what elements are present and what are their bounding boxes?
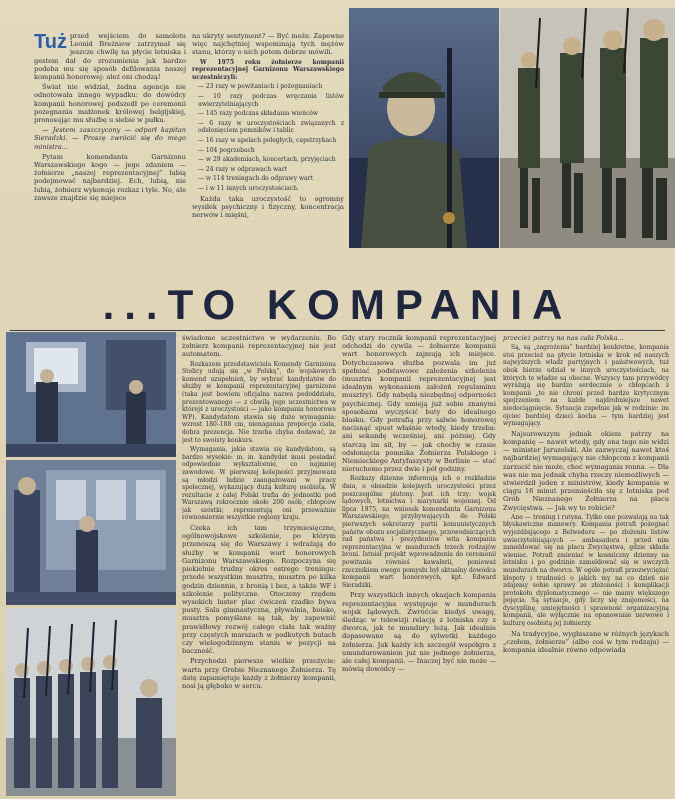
- headline-rule: [10, 330, 665, 331]
- guard-line-image: [6, 608, 176, 796]
- stat-item: — 6 razy w uroczystościach związanych z odsłonięciem pomników i tablic: [198, 119, 344, 135]
- body-paragraph: Wymagania, jakie stawia się kandydatom, są bardzo wysokie: m. in. kandydat musi posiadać odpowiednie wykształcenie, co najmniej zawodowe. W pierwszej kolejności przyjmowani są młodzi ludzie zaangażowani w pracy społecznej, wykazujący dużą kulturę osobistą. W rezultacie z całej Polski trafia do jednostki pod Warszawą rokrocznie około 200 osób, chłopców jak szóstki; reprezentują oni przeważnie równomiernie wszystkie regiony kraju.: [182, 446, 336, 522]
- intro-col2-outro: Każda taka uroczystość to ogromny wysiłek psychiczny i fizyczny, koncentracja nerwów i mięśni,: [192, 194, 344, 219]
- body-paragraph: Najsurowszym jednak okiem patrzy na kompanię — nawet wtedy, gdy ona tego nie widzi — minister Jaruzelski. Ale zazwyczaj nawet ktoś najbardziej wymagający nie chłopcom z kompanii zarzucić nie może, choć wymagania ronna. — Dla was nie ma jednak chyba rzeczy niemożliwych — stwierdził jeden z ministrów, kiedy kompania w ciągu 16 minut przemieściła się z lotniska pod Grób Nieznanego Żołnierza na placu Zwycięstwa. — Jak wy to robicie?: [503, 429, 669, 512]
- stat-item: — 24 razy w odprawach wart: [198, 165, 287, 173]
- stat-item: — 104 pogrzebach: [198, 146, 255, 154]
- photo-museum-visit: [6, 332, 176, 457]
- photo-training-hall: [6, 460, 176, 605]
- intro-col2-lead: na ukryty sentyment? — Być może. Zapewne więc najchętniej wspominają tych mężów stanu, którzy o nich potem dobrze mówili.: [192, 32, 344, 57]
- stats-intro: W 1975 roku żołnierze kompanii reprezentacyjnej Garnizonu Warszawskiego uczestniczyli:: [192, 58, 344, 81]
- intro-column-1: [34, 32, 186, 278]
- stat-item: — 145 razy podczas składania wieńców: [198, 110, 319, 118]
- body-paragraph: świadome uczestnictwo w wydarzeniu. Bo żołnierz kompanii reprezentacyjnej nie jest automatem.: [182, 334, 336, 359]
- article-headline: ...TO KOMPANIA: [102, 281, 573, 328]
- photo-marching-guard: [500, 8, 675, 248]
- stat-item: — 10 razy podczas wręczania listów uwierzytelniających: [198, 92, 344, 108]
- drop-cap: Tuż: [34, 32, 67, 53]
- stat-item: — 16 razy w apelach poległych, capstrzykach: [198, 136, 337, 144]
- body-paragraph: Przychodzi pierwsze wielkie przeżycie: warta przy Grobie Nieznanego Żołnierza. Tę datę zapamiętuje każdy z żołnierzy kompanii, nosi ją głęboko w sercu.: [182, 657, 336, 690]
- photo-guard-line: [6, 608, 176, 796]
- photo-soldier-portrait: [349, 8, 499, 248]
- intro-paragraph-4: Pytam komendanta Garnizonu Warszawskiego kogo — jego zdaniem — żołnierze „naszej reprezentacyjnej” lubią podejmować najbardziej. Ech, lubią, nie lubią, żołnierz wykonuje rozkaz i tyle. No, ale zawsze znajdzie się miejsce: [34, 152, 186, 202]
- museum-visit-image: [6, 332, 176, 457]
- stat-item: — 23 razy w powitaniach i pożegnaniach: [198, 83, 323, 91]
- body-paragraph: Rozkazy dzienne informują ich o rozkładzie dnia, o obsadzie kolejnych uroczystości przez poszczególne plutony. Jest ich trzy: wojsk lądowych, lotnictwa i marynarki wojennej. Od lipca 1975, na wniosek komendanta Garnizonu Warszawskiego, przybywających do Polski pierwszych sekretarzy partii komunistycznych państw obozu socjalistycznego, przewodniczących rad państwa i prezydentów wita kompania reprezentacyjna w mundurach trzech rodzajów broni. Istniał projekt wprowadzenia do ceremonii powitania równieś kawalerii, ponieważ rzecznikiem owego pomysłu był aktualny dowódca kompanii wart honorowych, kpt. Edward Sieradzki.: [342, 475, 496, 589]
- marching-guard-image: [500, 8, 675, 248]
- intro-paragraph-2: Świat nie widział, żadna agencja nie odnotowała innego wypadku: do dowódcy kompanii honorowej podszedł po ceremonii pożegnania małżonek królowej belgijskiej, pronosując mu służbę u siebie w pułku.: [34, 83, 186, 125]
- intro-column-2: [192, 32, 344, 278]
- intro-paragraph-1: przed wejściem do samolotu Leonid Breżniew zatrzymał się jeszcze chwilę na płycie lotniska i gestem dał do zrozumienia jak bardzo podoba mu się sposób defilowania naszej kompanii honorowej: ależ oni chodzą!: [34, 32, 186, 82]
- body-paragraph: Czeka ich tam trzymiesięczne, ogólnowojskowe szkolenie, po którym przenoszą się do Warszawy i wdrażają do służby w kompanii wart honorowych Garnizonu Warszawskiego. Rozpoczyna się piekielnie trudny okres ostrego treningu: przede wszystkim musztra, musztra po kilka godzin dziennie, z bronią i bez, a także WF i szkolenie polityczne. Otoczony rzędem wysokich luster plac ćwiczeń rzadko bywa pusty. Sala gimnastyczna, pływalnia, boisko, musztra pomyślane są tak, by zapewnić prawidłowy rozwój całego ciała tak ważny przy częstych marszach w podkutych butach czy wielogodzinnym staniu w pozycji na baczność.: [182, 524, 336, 656]
- training-hall-image: [6, 460, 176, 605]
- intro-paragraph-3: — Jestem zaszczycony — odparł kapitan Sieradzki. — Proszę zwrócić się do mego ministra...: [34, 126, 186, 151]
- body-paragraph: przecież patrzy na nas cała Polska...: [503, 334, 624, 342]
- body-column-2: [342, 334, 496, 796]
- stats-list: [192, 83, 344, 192]
- body-column-3: [503, 334, 669, 796]
- body-paragraph: Są, są „zagrożenia” bardziej konkretne, kompania stoi przecież na płycie lotniska w krok od naszych najwyższych władz partyjnych i państwowych, tuż obok bierze udział w innych uroczystościach, na których te władze są obecne. Wszyscy tam przywódcy wyrażają się bardzo serdecznie o chłopcach z kompanii „to nie chroni przed bardzo krytycznym spojrzeniem na każde najdrobniejsze nawet niedociągnięcie. Sytuacja zupełnie jak w rodzinie: im ojciec bardziej dzieci kocha — tym bardziej jest wymagający.: [503, 344, 669, 428]
- body-paragraph: Gdy stary rocznik kompanii reprezentacyjnej odchodzi do cywila — żołnierze kompanii wart honorowych zajmują ich miejsce. Dotychczasowa służba pozwala im już spełniać podstawowe założenia szkolenia (musztra kompanii reprezentacyjnej jest idealnym wykonaniem założeń regulaminu musztry). Gdy nabędą niezbędnej odporności psychicznej. Gdy umieją już sobie znanymi sposobami wyczyścić buty do idealnego blasku. Gdy potrafią przy salwie honorowej nacisnąć spust właśnie wtedy, kiedy trzeba: ani sekundę wcześniej, ani później. Gdy starczą im sił, by — jak choćby w czasie odsłonięcia pomnika Żołnierza Polskiego i Niemieckiego Antyfaszysty w Berlinie — stać nieruchomo przez dwie i pół godziny.: [342, 334, 496, 474]
- stat-item: — w 29 akademiach, koncertach, przyjęciach: [198, 156, 336, 164]
- body-paragraph: Rozkazem przedstawiciela Komendy Garnizonu Stolicy udają się „w Polskę”, do wojskowych komend uzupełnień, by wybrać kandydatów do służby w kompanii reprezentacyjnej garnizonu (taka jest bowiem oficjalna nazwa pododdziału, prezentowanego — z chwilą jego uczestnictwa w którejś z uroczystości — jako kompania honorowa WP). Kandydatom stawia się duże wymagania: wzrost 180–188 cm, nienaganna proporcja ciała, dobra prezencja. Nie trzeba chyba dodawać, że jest to swoisty konkurs.: [182, 360, 336, 444]
- body-paragraph: Przy wszystkich innych okazjach kompania reprezentacyjna występuje w mundurach wojsk lądowych. Zwróćcie kiedyś uwagę, śledząc w telewizji relację z lotniska czy z dworca, jak te mundury leżą. Jak idealnie dopasowane są do sylwetki każdego żołnierza. Jak każdy ich szczegół współgra z umundurowaniem już nie jednego żołnierza, ale całej kompanii. — Inaczej być nie może — mówią dowódcy —: [342, 591, 496, 674]
- body-column-1: [182, 334, 336, 796]
- body-paragraph: Na tradycyjne, wygłaszane w różnych językach „czołem, żołnierze” (albo coś w tym rodzaju) — kompania idealnie równo odpowiada: [503, 629, 669, 655]
- stat-item: — w 114 treningach do odprawy wart: [198, 175, 313, 183]
- soldier-portrait-image: [349, 8, 499, 248]
- stat-item: — i w 11 innych uroczystościach.: [198, 184, 299, 192]
- body-paragraph: Ano — trening i rutyna. Tylko one pozwalają na tak błyskawiczne manewry. Kompania potrafi pożegnać wyjeżdżającego z Belwederu — po złożeniu listów uwierzytelniających — ambasadora i przed nim zameldować się na placu Zwycięstwa, gdzie składa wieniec. Potrafi zmieniać w kosmiczny dzienny na lotnisku i po godzinie zameldować się w uwczych mundurach na dworcu. W ogóle potrafi przezwyciężać kłopoty i trudności o jakich my na co dzień nie zdajemy sobie sprawy ze złożoności i komplikacji protokołu dyplomatycznego — nie mamy większego pojęcia. Są sytuacje, gdy liczy się znajomości, na dyscyplinę, umiejętności i sprawność organizacyjną kompanii, ale wyłącznie na opanowanie nerwowe i kulturę osobistą jej żołnierzy.: [503, 513, 669, 628]
